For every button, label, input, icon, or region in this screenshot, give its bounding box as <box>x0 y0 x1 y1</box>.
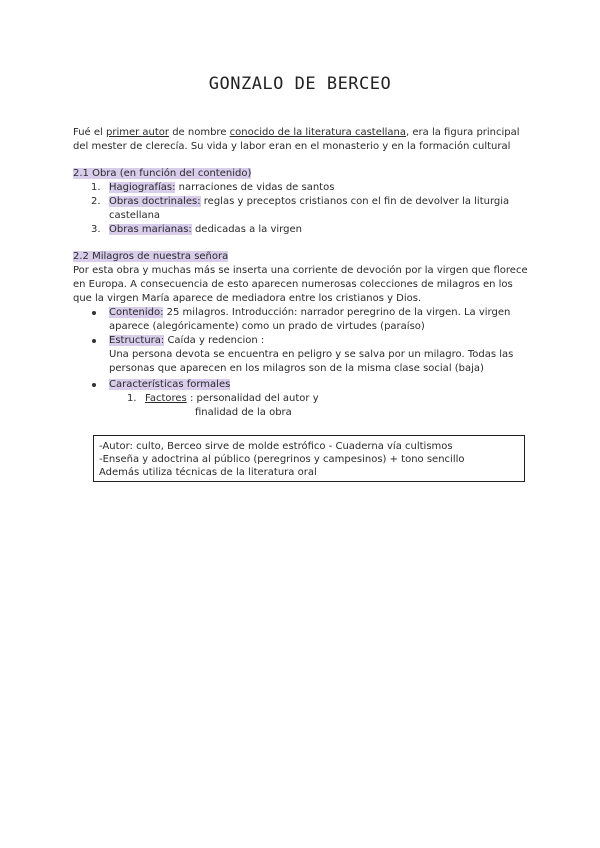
bullet-icon <box>92 383 96 387</box>
notes-line: -Enseña y adoctrina al público (peregrinos y campesinos) + tono sencillo <box>99 454 465 465</box>
list-item-term: Obras doctrinales: <box>109 196 201 207</box>
bullet-item-continuation: aparece (alegóricamente) como un prado de virtudes (paraíso) <box>109 321 425 332</box>
sub-list-text: : personalidad del autor y <box>186 393 319 404</box>
list-item-text: dedicadas a la virgen <box>191 224 302 235</box>
sub-list-number: 1. <box>127 393 137 404</box>
section-2-heading-text: 2.2 Milagros de nuestra señora <box>73 251 229 262</box>
bullet-item <box>109 334 264 348</box>
intro-line-2: del mester de clerecía. Su vida y labor eran en el monasterio y en la formación cultural <box>73 141 511 152</box>
bullet-item <box>109 306 510 320</box>
list-item-number: 1. <box>91 182 101 193</box>
intro-line-1 <box>73 126 520 140</box>
list-item-term: Hagiografías: <box>109 182 176 193</box>
list-item-number: 2. <box>91 196 101 207</box>
sub-list-item <box>145 392 319 406</box>
notes-line: Además utiliza técnicas de la literatura oral <box>99 467 317 478</box>
bullet-item-term: Características formales <box>109 379 231 390</box>
list-item-term: Obras marianas: <box>109 224 192 235</box>
list-item <box>109 223 302 237</box>
section-2-heading <box>73 250 228 264</box>
bullet-item-text: 25 milagros. Introducción: narrador peregrino de la virgen. La virgen <box>163 307 511 318</box>
intro-text-c: de nombre <box>169 127 230 138</box>
bullet-item-text: Caída y redencion : <box>164 335 265 346</box>
bullet-item-continuation: Una persona devota se encuentra en peligro y se salva por un milagro. Todas las <box>109 349 514 360</box>
intro-text-a: Fué el <box>73 127 106 138</box>
notes-line: -Autor: culto, Berceo sirve de molde estrófico - Cuaderna vía cultismos <box>99 441 453 452</box>
list-item <box>109 195 509 209</box>
bullet-icon <box>92 311 96 315</box>
bullet-item <box>109 378 230 392</box>
intro-underline-primer-autor: primer autor <box>105 127 170 138</box>
bullet-item-term: Estructura: <box>109 335 165 346</box>
bullet-item-continuation: personas que aparecen en los milagros son de la misma clase social (baja) <box>109 363 484 374</box>
section-1-heading-text: 2.1 Obra (en función del contenido) <box>73 168 252 179</box>
sub-list-term: Factores <box>145 393 187 404</box>
list-item-text: reglas y preceptos cristianos con el fin de devolver la liturgia <box>200 196 510 207</box>
section-2-para-line: en Europa. A consecuencia de esto aparecen numerosas colecciones de milagros en los <box>73 279 513 290</box>
list-item <box>109 181 334 195</box>
list-item-text: narraciones de vidas de santos <box>175 182 335 193</box>
section-1-heading <box>73 167 251 181</box>
page-title: GONZALO DE BERCEO <box>208 74 392 94</box>
section-2-para-line: que la virgen María aparece de mediadora entre los cristianos y Dios. <box>73 293 422 304</box>
intro-text-e: , era la figura principal <box>406 127 520 138</box>
bullet-icon <box>92 339 96 343</box>
section-2-para-line: Por esta obra y muchas más se inserta una corriente de devoción por la virgen que florece <box>73 265 528 276</box>
list-item-continuation: castellana <box>109 210 161 221</box>
list-item-number: 3. <box>91 224 101 235</box>
bullet-item-term: Contenido: <box>109 307 164 318</box>
sub-list-continuation: finalidad de la obra <box>195 407 292 418</box>
intro-underline-literatura: conocido de la literatura castellana <box>229 127 407 138</box>
